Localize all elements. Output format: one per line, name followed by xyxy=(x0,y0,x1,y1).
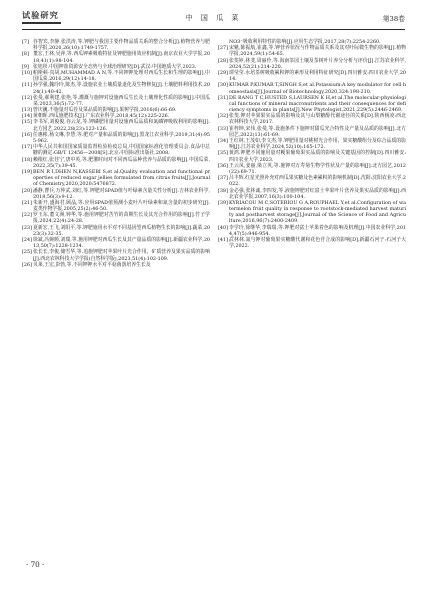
left-column xyxy=(22,39,210,534)
reference-item xyxy=(22,237,210,249)
reference-number: [33] xyxy=(218,125,228,132)
reference-text: 夏新宏,王飞,刘阳平,等.钾肥施用水平对不同基因型西瓜植物生长的影响[J].蔬菜,2023(3):32-35. xyxy=(33,224,210,237)
reference-number: [19] xyxy=(22,168,32,175)
reference-text: 任惠彬,杨文琳,李慧,等.肥对产量和品质的影响[J].黑龙江农业科学,2019,31(4):955-962. xyxy=(33,131,210,144)
reference-number: [25] xyxy=(22,249,32,256)
reference-item xyxy=(22,225,210,237)
reference-text: 赖根红,张佳宁,唐中英,等.肥灌时间对不同西瓜品种营养与品质的影响[J].中国瓜菜,2022,35(7):39-45. xyxy=(33,156,210,169)
reference-item xyxy=(218,175,406,187)
reference-item xyxy=(218,200,406,225)
reference-item xyxy=(22,51,210,63)
reference-text: 崔梓坤,宋伟,张曼,等.设施条件下施钾对甜瓜光合特性及产量及品质的影响[J].北方园艺,2022(13):61-69. xyxy=(229,125,406,138)
reference-number: [23] xyxy=(22,224,32,231)
reference-item xyxy=(22,82,210,94)
reference-item xyxy=(218,225,406,237)
reference-number: [15] xyxy=(22,119,32,126)
reference-number: [12] xyxy=(22,94,32,101)
reference-item xyxy=(218,70,406,82)
reference-text: 黄朝晖.西瓜施肥技术[J].广东农业科学,2018,45(12):225-226. xyxy=(33,113,170,120)
reference-text: 朱新开,盛海君,顾晶,等.应用SPAD值预测小麦叶片叶绿素和氮含量的初步研究[J].麦类作物学报,2005,25(2):46-50. xyxy=(33,199,210,213)
reference-text: 徐斌,冯婉颜,刘瑞,等.施用钾肥对西瓜生长及其产量品质的影响[J].新疆农业科学,2013,50(7):1228-1234. xyxy=(33,237,210,250)
reference-number: [34] xyxy=(218,138,228,144)
reference-text: 黄鸿.钾肥不同施用量对粳果葡萄果实品质的影响及关键基因的控制[D].四川雅安:四川农业大学,2023. xyxy=(229,150,406,163)
reference-number: [30] xyxy=(218,82,228,89)
reference-text: NO3⁻吸收利用特性的影响[J].应用生态学报,2017,28(7):2254-2260. xyxy=(229,39,381,45)
reference-number: [26] xyxy=(22,261,32,268)
reference-text: 张斐.钾对苹果果实品质的影响及其与山梨糖醇代谢途径的关系[D].陕西杨凌:西北农林科技大学,2017. xyxy=(229,113,406,126)
reference-item xyxy=(218,138,406,150)
reference-item xyxy=(22,132,210,144)
reference-number: [10] xyxy=(22,69,32,76)
reference-text: 帕斯顿·真胡,MUHAMMAD A N,等.不同钾钾处理对西瓜生长和生理的影响[J].中国瓜菜,2016,29(12):14-18. xyxy=(33,69,210,83)
reference-text: 中华人民共和国国家质量监督检验检疫总局,中国国家标准化管理委员会.食品中总糖的测定:GB/T 12456—2008[S].北京:中国标准出版社,2008. xyxy=(33,144,210,157)
reference-text: 董宏,王林,吴萍,等.西瓜钾素吸收特征及钾肥施用效应机制[J].南京农业大学学报,2018,41(1):98-104. xyxy=(33,51,210,64)
reference-number: [35] xyxy=(218,150,228,157)
reference-number: [40] xyxy=(218,224,228,231)
reference-item xyxy=(22,119,210,131)
reference-item xyxy=(218,188,406,200)
reference-item xyxy=(22,169,210,188)
reference-text: BEN R I,DHEN N,KASSEBI S,et al.Quality evaluation and functional properties of reduced sugar jellies formulated from citrus fruits[J].Journal of Chemistry,2020,2020:5476872. xyxy=(33,168,210,188)
reference-text: 谭莹莹.水培茶树吸收累积钾的素形及利用特征研究[D].四川雅安:四川农业大学,2014. xyxy=(229,69,406,83)
reference-item xyxy=(218,126,406,138)
reference-text: 金必强,张林诚,李四发,等.液施钾肥对红富士苹果叶片营养及果实品质的影响[J].西北农业学报,2007,16(3):100-104. xyxy=(229,187,406,200)
reference-number: [41] xyxy=(218,237,228,243)
reference-item xyxy=(22,212,210,224)
reference-text: 王红林,王茂如,李文杰,等.钾肥用量对桃树光合作用、果实糖酸组分及综合品质的影响[J].江苏农业科学,2024,52(10):165-172. xyxy=(229,138,406,151)
reference-item xyxy=(218,82,406,94)
reference-text: 武林林.氮与钾对葡萄果实糖酸代谢和花色苷合成的影响[D].新疆石河子:石河子大学,2022. xyxy=(229,237,406,250)
reference-item xyxy=(22,249,210,261)
reference-number: [32] xyxy=(218,113,228,120)
reference-number: [22] xyxy=(22,212,32,219)
reference-text: 张斐婷,林斐,周丽伶,等.海南茶园土壤及茶树叶片养分分析与评价[J].江苏农业科学,2024,52(21):214-220. xyxy=(229,57,406,70)
reference-item xyxy=(22,95,210,107)
reference-item xyxy=(22,70,210,82)
reference-number: [37] xyxy=(218,175,228,182)
page-number: · 70 · xyxy=(26,560,45,569)
reference-text: KYRIACOU M C,SOTERIOU G A,ROUPHAEL Y,et al.Configuration of watermelon fruit quality in response to rootstock-mediated harvest maturity and postharvest storage[J].Journal of the Science of Food and Agriculture,2016,96(7):2400-2409. xyxy=(229,199,406,225)
reference-item xyxy=(218,113,406,125)
reference-text: 曾庆巍.不施量对瓜茬及菜品质的影响[J].果树学报,2016(6):66-69. xyxy=(33,107,177,114)
reference-number: [21] xyxy=(22,199,32,206)
journal-name: 中 国 瓜 菜 xyxy=(185,14,242,22)
reference-text: 孙学强,魏玲玲,陈杰,等.设施农业土壤质量退化及生物修复[J].土壤肥料利用技术,2024(1):40-42. xyxy=(33,82,210,95)
reference-number: [16] xyxy=(22,131,32,138)
section-label: 试验研究 xyxy=(22,10,61,24)
reference-text: 王云凤,姜丽,梁立英,等.施钾对万寿菊生物学性状及产量的影响[J].北方园艺,2012(22):69-71. xyxy=(229,162,406,175)
references-body xyxy=(22,39,406,534)
reference-text: 张旭彤.中国钾盐资源安全态势与全球治理研究[D].武汉:中国地质大学,2023. xyxy=(33,63,197,70)
reference-number: [31] xyxy=(218,94,228,101)
reference-number: [28] xyxy=(218,57,228,64)
reference-item xyxy=(218,237,406,249)
reference-number: [11] xyxy=(22,82,32,89)
reference-text: 谷智宾,李静,张洪涛,等.钾肥与我国主要作物品质关系的整合分析[J].植物营养与肥料学报,2020,26(10):1749-1757. xyxy=(33,39,210,52)
reference-text: 宋魁,陈振航,崔鑫,等.钾营养状况与作物品质关系及其对叶际微生物的影响[J].植物学报,2024,59(1):54-65. xyxy=(229,45,406,58)
reference-item xyxy=(218,45,406,57)
reference-text: 吕丰辉.红星光照补充对西瓜果实糖及色素累积的影响机制[D].沈阳:沈阳农业大学,2022. xyxy=(229,175,406,188)
page-header xyxy=(22,5,405,30)
reference-item xyxy=(22,188,210,200)
reference-number: [27] xyxy=(218,45,228,52)
reference-number: [18] xyxy=(22,156,32,163)
reference-text: 潘静,曹兵,万仲武,刘红,等.钾肥对SPAD值与叶绿素含量关性分析[J].吉林农业科学,2018,56(3):9-12. xyxy=(33,187,210,200)
reference-item xyxy=(218,58,406,70)
reference-text: 罗玉东,董文洲,钟华,等.施用钾肥对苦竹的苗期生长及其光合作用的影响[J].竹子学报,2024,22(4):24-28. xyxy=(33,212,210,225)
reference-item xyxy=(22,39,210,51)
reference-number: [9] xyxy=(22,63,29,70)
reference-number: [14] xyxy=(22,113,32,120)
reference-number: [7] xyxy=(22,39,29,45)
reference-item xyxy=(218,150,406,162)
reference-text: 贝莱,王宏,彭勃,等.不同钾钾水平对平菇菌落培养生长及 xyxy=(33,261,151,268)
reference-item xyxy=(218,163,406,175)
reference-text: KUMAR P,KUMAR T,SINGH S,et al.Potassium:A key modulator for cell homeostasis[J].Journal of Biotechnology,2020,324:198-210. xyxy=(229,82,406,95)
reference-number: [13] xyxy=(22,107,32,114)
reference-item xyxy=(218,95,406,114)
reference-text: 张长长,李俊,储雪华,等.追施钾肥对苹果叶片光合作用、矿质营养及果实品质的影响[J].西北农林科技大学学报(自然科学版),2023,51(4):102-109. xyxy=(33,249,210,262)
reference-item xyxy=(22,262,210,268)
reference-number: [29] xyxy=(218,69,228,76)
reference-number: [36] xyxy=(218,162,228,169)
reference-number: [17] xyxy=(22,144,32,151)
reference-item xyxy=(22,144,210,156)
reference-text: 李学玲,徐继华,李瑞瑞,等.钾肥对富士苹果着色的影响及机理[J].中国农业科学,2014,47(5):946-954. xyxy=(229,224,406,237)
volume-label: 第38卷 xyxy=(382,15,405,23)
reference-number: [20] xyxy=(22,187,32,194)
reference-text: DE BANG T C,HUSTED S,LAURSEN K H,et al.The molecular-physiological functions of mineral macronutrients and their consequences for deficiency symptoms in plants[J].New Phytologist,2021,229(5):2446-2469. xyxy=(229,94,406,114)
reference-item xyxy=(22,200,210,212)
right-column xyxy=(218,39,406,534)
reference-item xyxy=(22,157,210,169)
reference-number: [39] xyxy=(218,199,228,206)
reference-text: 张曼,郝利建,张艳,等.灌溉与施钾对设施西瓜生长及土壤理化性质的影响[J].中国瓜菜,2023,36(5):72-77. xyxy=(33,94,210,107)
reference-number: [8] xyxy=(22,51,29,58)
reference-text: 李书军,刘俊俊,谷云龙,等.钾磷肥用量对设施西瓜品质和氮磷钾吸收利用的影响[J].北方园艺,2022,28(23):123-126. xyxy=(33,119,210,132)
reference-number: [38] xyxy=(218,187,228,194)
reference-number: [24] xyxy=(22,237,32,243)
